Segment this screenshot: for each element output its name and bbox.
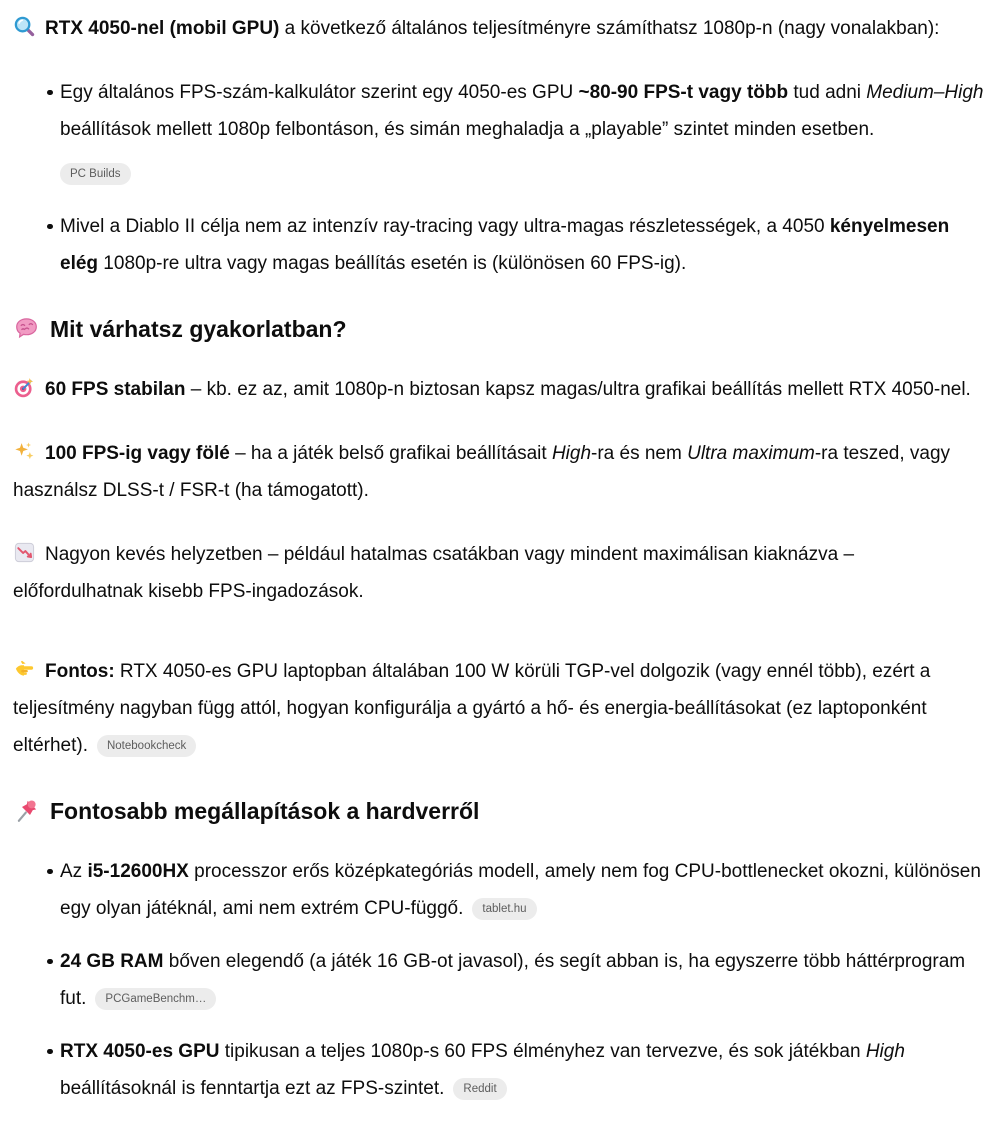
bold-text: Fontos: <box>45 661 115 682</box>
bullet-list <box>13 74 987 282</box>
target-icon <box>13 376 36 399</box>
text-run: RTX 4050-es GPU laptopban általában 100 W körüli TGP-vel dolgozik (vagy ennél több), ezért a teljesítmény nagyban függ attól, hogyan konfigurálja a gyártó a hő- és energia-beállításokat (ez laptoponként eltérhet). <box>13 661 931 756</box>
magnifying-glass-icon <box>13 15 36 38</box>
text-run: Mivel a Diablo II célja nem az intenzív ray-tracing vagy ultra-magas részletességek, a 4050 <box>60 216 830 237</box>
text-run: – ha a játék belső grafikai beállításait <box>229 443 552 464</box>
section-heading <box>13 796 987 827</box>
paragraph <box>13 536 987 610</box>
citation-pill[interactable]: tablet.hu <box>472 898 536 920</box>
text-run: bőven elegendő (a játék 16 GB-ot javasol), és segít abban is, ha egyszerre több háttérprogram fut. <box>60 951 966 1009</box>
text-run: a következő általános teljesítményre számíthatsz 1080p-n (nagy vonalakban): <box>279 18 940 39</box>
bold-text: RTX 4050-es GPU <box>60 1041 220 1062</box>
text-run: Egy általános FPS-szám-kalkulátor szerint egy 4050-es GPU <box>60 82 579 103</box>
citation-pill[interactable]: PCGameBenchm… <box>95 988 216 1010</box>
text-run: -ra teszed, vagy használsz DLSS-t / FSR-t (ha támogatott). <box>13 443 951 501</box>
italic-text: Medium–High <box>866 82 984 103</box>
list-item <box>13 943 987 1017</box>
text-run: Nagyon kevés helyzetben – például hatalmas csatákban vagy mindent maximálisan kiaknázva – előfordulhatnak kisebb FPS-ingadozások. <box>13 544 855 602</box>
heading-text: Mit várhatsz gyakorlatban? <box>50 316 347 342</box>
chart-decreasing-icon <box>13 541 36 564</box>
bold-text: 24 GB RAM <box>60 951 164 972</box>
list-item <box>13 1033 987 1107</box>
bold-text: i5-12600HX <box>87 861 189 882</box>
citation-pill[interactable]: Notebookcheck <box>97 735 196 757</box>
paragraph <box>13 653 987 764</box>
italic-text: Ultra maximum <box>687 443 815 464</box>
sparkles-icon <box>13 440 36 463</box>
bold-text: 60 FPS stabilan <box>45 379 186 400</box>
bold-text: 100 FPS-ig vagy fölé <box>45 443 230 464</box>
text-run: -ra és nem <box>591 443 688 464</box>
bold-text: ~80-90 FPS-t vagy több <box>578 82 789 103</box>
italic-text: High <box>551 443 592 464</box>
paragraph <box>13 435 987 509</box>
citation-pill[interactable]: Reddit <box>453 1078 506 1100</box>
text-run: 1080p-re ultra vagy magas beállítás esetén is (különösen 60 FPS-ig). <box>98 253 687 274</box>
text-run: tipikusan a teljes 1080p-s 60 FPS élményhez van tervezve, és sok játékban <box>219 1041 866 1062</box>
text-run: Az <box>60 861 88 882</box>
bullet-list <box>13 853 987 1107</box>
paragraph <box>13 10 987 47</box>
bold-text: RTX 4050-nel (mobil GPU) <box>45 18 280 39</box>
list-item <box>13 74 987 192</box>
text-run: processzor erős középkategóriás modell, amely nem fog CPU-bottlenecket okozni, különösen egy olyan játéknál, ami nem extrém CPU-függő. <box>60 861 981 919</box>
paragraph <box>13 371 987 408</box>
citation-pill[interactable]: PC Builds <box>60 163 131 185</box>
list-item <box>13 853 987 927</box>
text-run: beállítások mellett 1080p felbontáson, és simán meghaladja a „playable” szintet minden esetben. <box>60 119 875 140</box>
pushpin-icon <box>13 797 40 824</box>
italic-text: High <box>865 1041 905 1062</box>
text-run: – kb. ez az, amit 1080p-n biztosan kapsz magas/ultra grafikai beállítás mellett RTX 4050-nel. <box>185 379 971 400</box>
brain-icon <box>13 315 40 342</box>
list-item <box>13 208 987 282</box>
bold-text: kényelmesen elég <box>60 216 950 274</box>
pointing-right-icon <box>13 658 36 681</box>
section-heading <box>13 314 987 345</box>
heading-text: Fontosabb megállapítások a hardverről <box>50 798 480 824</box>
citation-row <box>60 155 987 192</box>
text-run: beállításoknál is fenntartja ezt az FPS-szintet. <box>60 1078 445 1099</box>
text-run: tud adni <box>788 82 867 103</box>
